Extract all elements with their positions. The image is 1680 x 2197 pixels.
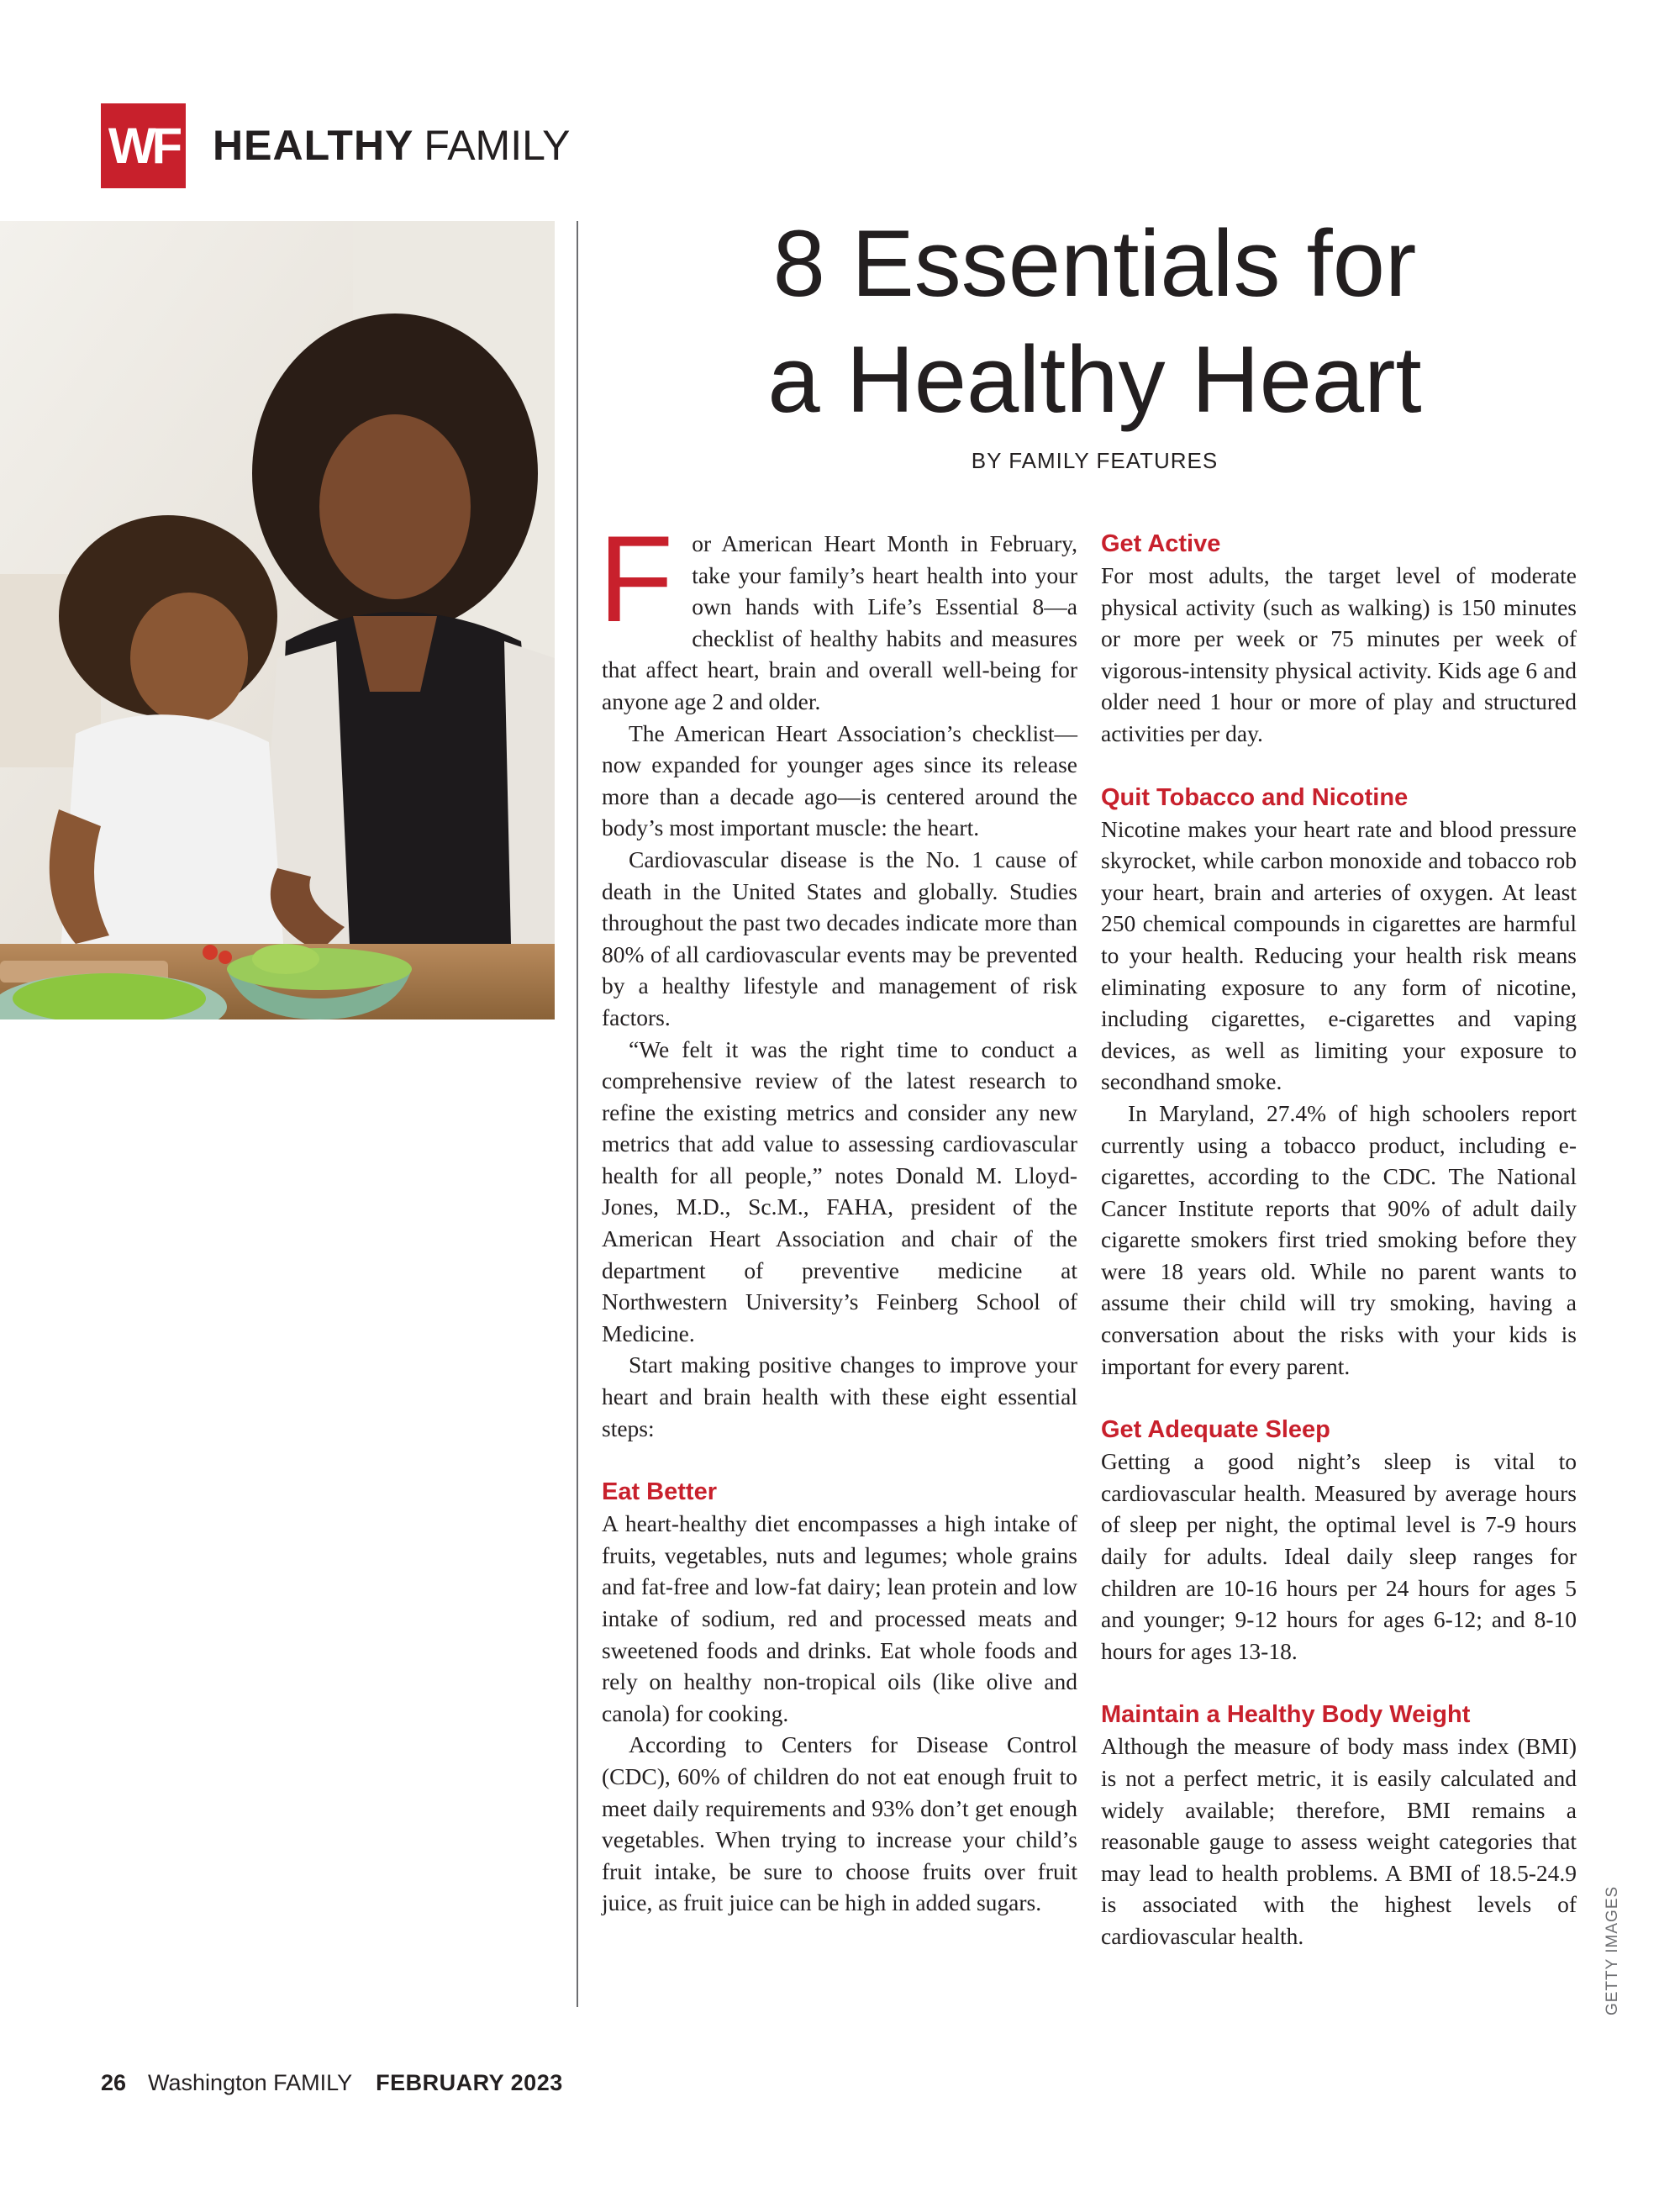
page-footer bbox=[101, 2070, 563, 2096]
article-column-1 bbox=[598, 510, 1077, 1919]
article-photo bbox=[0, 221, 555, 1019]
drop-cap: F bbox=[598, 510, 674, 647]
get-active-paragraph: For most adults, the target level of moderate physical activity (such as walking) is 150 minutes or more per week or 75 minutes per week of vigorous-intensity physical activity. Kids age 6 and older need 1 hour or more of play and structured activities per day. bbox=[1101, 562, 1577, 746]
section-header bbox=[101, 103, 571, 187]
wf-logo: WF bbox=[101, 103, 186, 188]
section-heading-sleep: Get Adequate Sleep bbox=[1101, 1416, 1330, 1444]
photo-credit: GETTY IMAGES bbox=[1604, 1885, 1621, 2015]
intro-paragraph-4: “We felt it was the right time to conduct a comprehensive review of the latest research to refine the existing metrics and consider any new metrics that add value to assessing cardiovascular health for all people,” notes Donald M. Lloyd-Jones, M.D., Sc.M., FAHA, president of the American Heart Association and chair of the department of preventive medicine at Northwestern University’s Feinberg School of Medicine. bbox=[602, 1035, 1077, 1346]
section-name bbox=[213, 121, 571, 170]
eat-better-paragraph-1: A heart-healthy diet encompasses a high intake of fruits, vegetables, nuts and legumes; whole grains and fat-free and low-fat dairy; lean protein and low intake of sodium, red and processed meats and sweetened foods and drinks. Eat whole foods and rely on healthy non-tropical oils (like olive and canola) for cooking. bbox=[602, 1510, 1077, 1726]
eat-better-paragraph-2: According to Centers for Disease Control (CDC), 60% of children do not eat enough fruit to meet daily requirements and 93% don’t get enough vegetables. When trying to increase your child’s fruit intake, be sure to choose fruits over fruit juice, as fruit juice can be high in added sugars. bbox=[602, 1731, 1077, 1916]
title-line-2: a Healthy Heart bbox=[767, 327, 1422, 432]
column-divider bbox=[577, 221, 578, 2007]
body-weight-paragraph: Although the measure of body mass index (BMI) is not a perfect metric, it is easily calculated and widely available; therefore, BMI remains a reasonable gauge to assess weight categories that may lead to health problems. A BMI of 18.5-24.9 is associated with the highest levels of cardiovascular health. bbox=[1101, 1733, 1577, 1949]
intro-paragraph-3: Cardiovascular disease is the No. 1 cause of death in the United States and globally. Studies throughout the past two decades indicate more than 80% of all cardiovascular events may be prevented by a healthy lifestyle and management of risk factors. bbox=[602, 846, 1077, 1030]
issue-date: FEBRUARY 2023 bbox=[376, 2070, 563, 2095]
article-column-2 bbox=[1101, 528, 1577, 1952]
intro-paragraph-2: The American Heart Association’s checklist—now expanded for younger ages since its release more than a decade ago—is centered around the body’s most important muscle: the heart. bbox=[602, 719, 1077, 841]
quit-tobacco-paragraph-2: In Maryland, 27.4% of high schoolers report currently using a tobacco product, including e-cigarettes, according to the CDC. The National Cancer Institute reports that 90% of adult daily cigarette smokers first tried smoking before they were 18 years old. While no parent wants to assume their child will try smoking, having a conversation about the risks with your kids is important for every parent. bbox=[1101, 1099, 1577, 1379]
section-heading-body-weight: Maintain a Healthy Body Weight bbox=[1101, 1701, 1471, 1729]
section-name-bold: HEALTHY bbox=[213, 122, 414, 169]
page-number: 26 bbox=[101, 2070, 127, 2095]
section-name-light: FAMILY bbox=[424, 122, 571, 169]
mother-daughter-cooking-photo bbox=[0, 221, 555, 1019]
title-line-1: 8 Essentials for bbox=[772, 211, 1417, 316]
section-heading-get-active: Get Active bbox=[1101, 530, 1221, 557]
section-heading-eat-better: Eat Better bbox=[602, 1478, 717, 1506]
publication-name: Washington FAMILY bbox=[148, 2070, 353, 2095]
article-title bbox=[639, 206, 1551, 438]
byline: BY FAMILY FEATURES bbox=[971, 448, 1219, 473]
quit-tobacco-paragraph-1: Nicotine makes your heart rate and blood pressure skyrocket, while carbon monoxide and tobacco rob your heart, brain and arteries of oxygen. At least 250 chemical compounds in cigarettes are harmful to your health. Reducing your health risk means eliminating exposure to any form of nicotine, including cigarettes, e-cigarettes and vaping devices, as well as limiting your exposure to secondhand smoke. bbox=[1101, 815, 1577, 1095]
intro-text: or American Heart Month in February, take your family’s heart health into your own hands with Life’s Essential 8—a checklist of healthy habits and measures that affect heart, brain and overall well-being for anyone age 2 and older. bbox=[602, 530, 1077, 714]
intro-paragraph-1 bbox=[598, 510, 1077, 718]
sleep-paragraph: Getting a good night’s sleep is vital to cardiovascular health. Measured by average hours of sleep per night, the optimal level is 7-9 hours daily for adults. Ideal daily sleep ranges for children are 10-16 hours per 24 hours for ages 5 and younger; 9-12 hours for ages 6-12; and 8-10 hours for ages 13-18. bbox=[1101, 1448, 1577, 1664]
section-heading-quit-tobacco: Quit Tobacco and Nicotine bbox=[1101, 783, 1409, 811]
intro-paragraph-5: Start making positive changes to improve your heart and brain health with these eight essential steps: bbox=[602, 1351, 1077, 1441]
